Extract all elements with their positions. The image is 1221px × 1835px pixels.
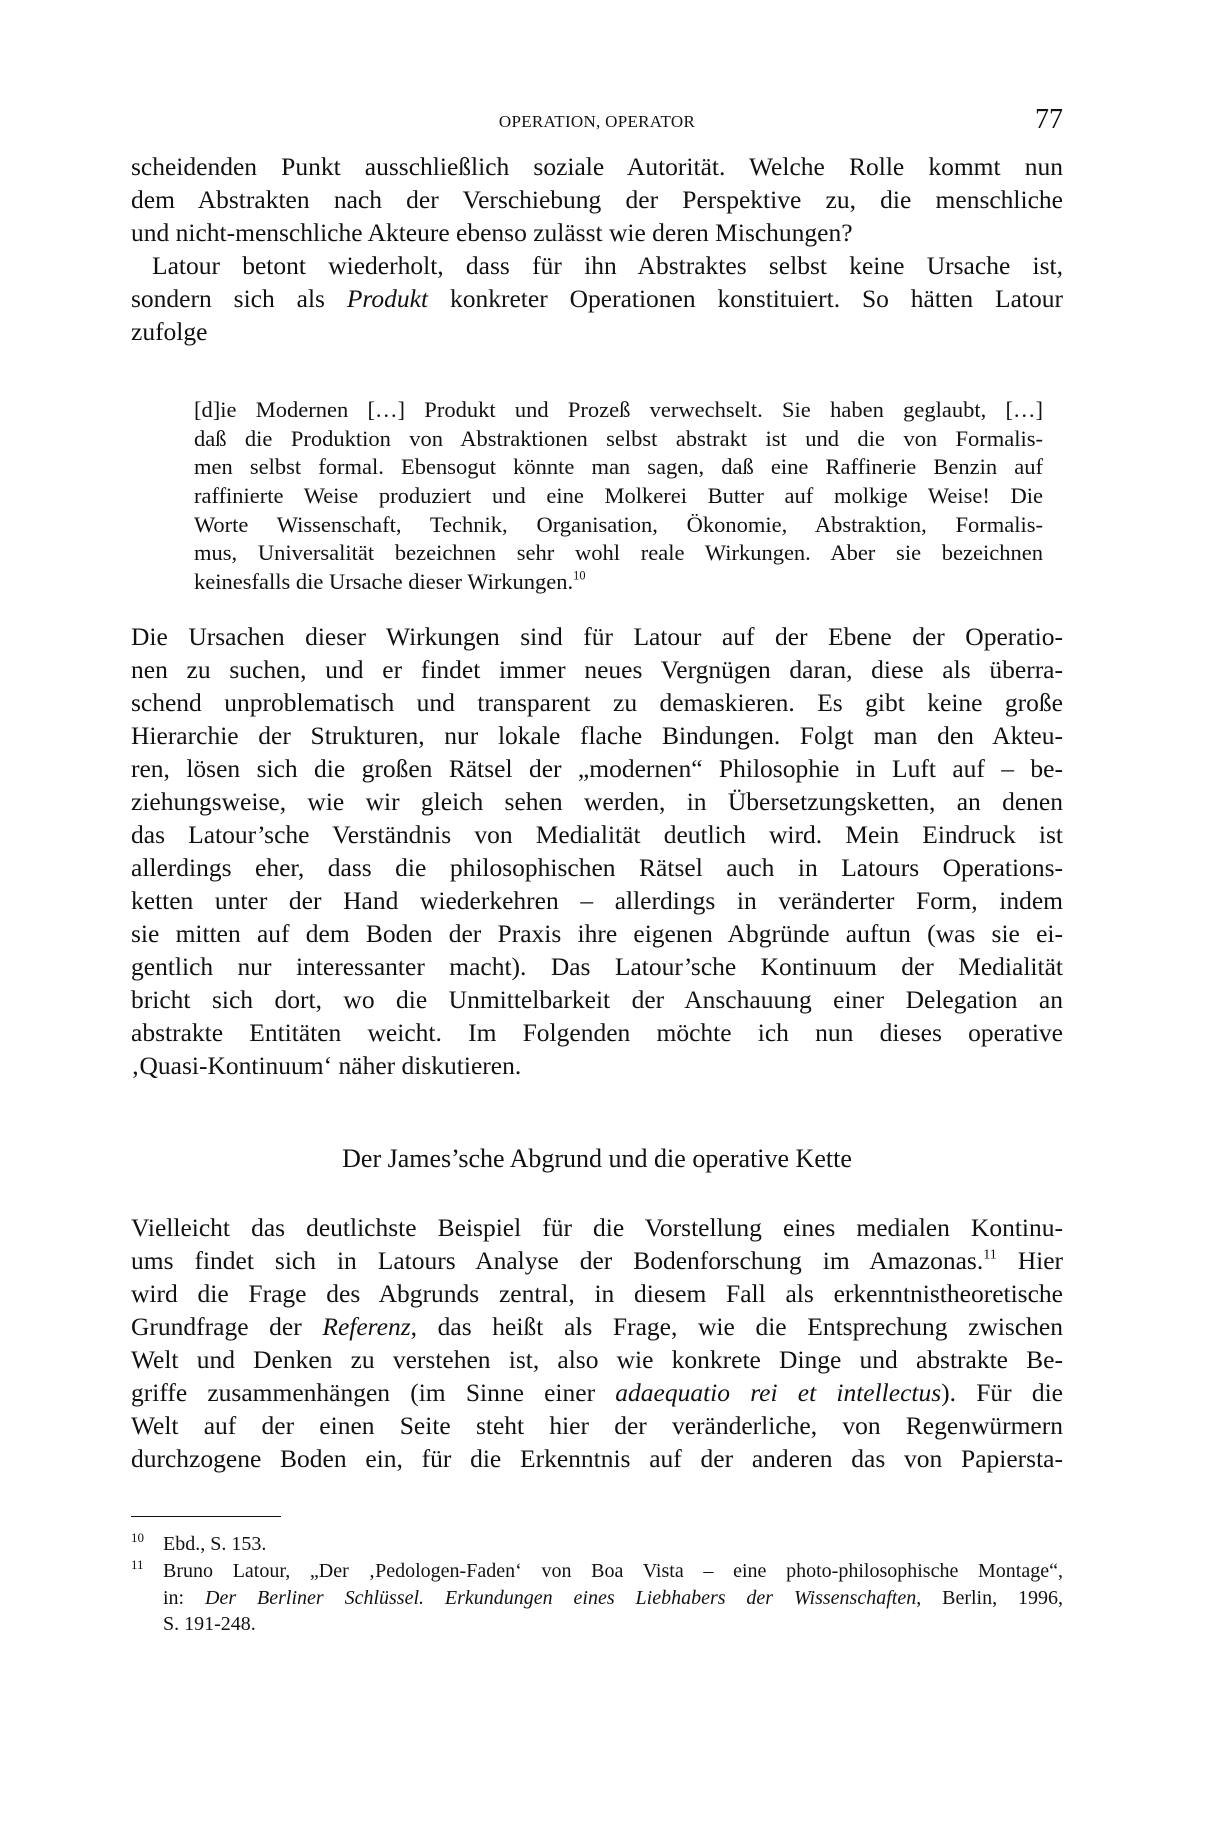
text-run: keinesfalls die Ursache dieser Wirkungen. xyxy=(194,569,574,595)
italic-text: Der Berliner Schlüssel. Erkundungen eines Liebhabers der Wissenschaften xyxy=(205,1586,917,1609)
text-line xyxy=(163,1558,1063,1585)
text-run: griffe zusammenhängen (im Sinne einer xyxy=(131,1378,616,1407)
text-run: Hierarchie der Strukturen, nur lokale flache Bindungen. Folgt man den Akteu- xyxy=(131,721,1063,750)
text-run: Bruno Latour, „Der ‚Pedologen-Faden‘ von Boa Vista – eine photo-philosophische Montage“, xyxy=(163,1560,1063,1582)
text-run: , das heißt als Frage, wie die Entsprechung zwischen xyxy=(410,1312,1063,1341)
italic-text: adaequatio rei et intellectus xyxy=(615,1378,942,1407)
text-line xyxy=(131,1211,1063,1244)
text-line xyxy=(194,453,1043,482)
text-run: ums findet sich in Latours Analyse der Bodenforschung im Amazonas. xyxy=(131,1246,984,1275)
text-line xyxy=(131,851,1063,884)
text-run: zufolge xyxy=(131,317,208,346)
text-line xyxy=(194,539,1043,568)
page-number: 77 xyxy=(1035,104,1063,135)
text-line xyxy=(131,686,1063,719)
text-line xyxy=(194,425,1043,454)
text-run: ). Für die xyxy=(941,1378,1063,1407)
text-line xyxy=(131,1376,1063,1409)
text-line xyxy=(131,653,1063,686)
paragraph xyxy=(131,249,1063,348)
text-line xyxy=(131,818,1063,851)
text-line xyxy=(131,983,1063,1016)
text-line xyxy=(131,1442,1063,1475)
text-run: in: xyxy=(163,1586,206,1609)
text-line xyxy=(131,1049,1063,1082)
footnote-separator xyxy=(131,1516,281,1517)
text-line xyxy=(131,1343,1063,1376)
text-line xyxy=(131,1409,1063,1442)
text-run: ‚Quasi-Kontinuum‘ näher diskutieren. xyxy=(131,1051,522,1080)
text-line xyxy=(194,511,1043,540)
text-line xyxy=(131,1277,1063,1310)
text-line xyxy=(163,1585,1063,1612)
text-line xyxy=(131,183,1063,216)
footnote-number: 10 xyxy=(131,1530,144,1545)
text-line xyxy=(131,620,1063,653)
footnote-reference: 10 xyxy=(573,568,586,583)
text-run: bricht sich dort, wo die Unmittelbarkeit der Anschauung einer Delegation an xyxy=(131,985,1063,1014)
text-run: konkreter Operationen konstituiert. So hätten Latour xyxy=(428,284,1063,313)
text-run: ren, lösen sich die großen Rätsel der „modernen“ Philosophie in Luft auf – be- xyxy=(131,754,1063,783)
paragraph xyxy=(131,150,1063,249)
text-run: Grundfrage der xyxy=(131,1312,323,1341)
italic-text: Produkt xyxy=(346,284,429,313)
text-run: daß die Produktion von Abstraktionen selbst abstrakt ist und die von Formalis- xyxy=(194,425,1043,451)
text-run: Vielleicht das deutlichste Beispiel für die Vorstellung eines medialen Kontinu- xyxy=(131,1213,1063,1242)
text-run: men selbst formal. Ebensogut könnte man sagen, daß eine Raffinerie Benzin auf xyxy=(194,454,1043,480)
footnote-reference: 11 xyxy=(983,1247,997,1263)
text-run: S. 191-248. xyxy=(163,1613,256,1636)
paragraph xyxy=(131,620,1063,1082)
text-line xyxy=(131,917,1063,950)
text-run: sie mitten auf dem Boden der Praxis ihre eigenen Abgründe auftun (was sie ei- xyxy=(131,919,1063,948)
footnote xyxy=(163,1531,1063,1558)
text-run: nen zu suchen, und er findet immer neues Vergnügen daran, diese als überra- xyxy=(131,655,1063,684)
text-run: Welt auf der einen Seite steht hier der veränderliche, von Regenwürmern xyxy=(131,1411,1063,1440)
text-run: durchzogene Boden ein, für die Erkenntnis auf der anderen das von Papiersta- xyxy=(131,1444,1063,1473)
text-line xyxy=(131,1310,1063,1343)
text-line xyxy=(194,568,1043,597)
text-run: [d]ie Modernen […] Produkt und Prozeß verwechselt. Sie haben geglaubt, […] xyxy=(194,397,1043,422)
text-run: und nicht-menschliche Akteure ebenso zulässt wie deren Mischungen? xyxy=(131,218,853,247)
text-line xyxy=(163,1531,1063,1558)
text-line xyxy=(131,1016,1063,1049)
running-header: OPERATION, OPERATOR xyxy=(498,112,696,131)
block-quote xyxy=(194,396,1043,597)
text-run: gentlich nur interessanter macht). Das Latour’sche Kontinuum der Medialität xyxy=(131,952,1063,981)
text-run: das Latour’sche Verständnis von Medialität deutlich wird. Mein Eindruck ist xyxy=(131,820,1063,849)
text-run: Worte Wissenschaft, Technik, Organisation, Ökonomie, Abstraktion, Formalis- xyxy=(194,511,1043,537)
text-line xyxy=(131,1244,1063,1277)
text-run: wird die Frage des Abgrunds zentral, in diesem Fall als erkenntnistheoretische xyxy=(131,1279,1063,1308)
text-run: scheidenden Punkt ausschließlich soziale Autorität. Welche Rolle kommt nun xyxy=(131,152,1063,181)
text-line xyxy=(131,150,1063,183)
text-line xyxy=(163,1611,1063,1638)
text-run: , Berlin, 1996, xyxy=(916,1586,1063,1609)
footnote-number: 11 xyxy=(131,1557,144,1572)
text-run: schend unproblematisch und transparent zu demaskieren. Es gibt keine große xyxy=(131,688,1063,717)
text-line xyxy=(194,482,1043,511)
text-line xyxy=(131,282,1063,315)
text-run: sondern sich als xyxy=(131,284,347,313)
text-line xyxy=(131,785,1063,818)
text-run: Latour betont wiederholt, dass für ihn Abstraktes selbst keine Ursache ist, xyxy=(152,251,1063,280)
text-line xyxy=(131,950,1063,983)
text-run: allerdings eher, dass die philosophischen Rätsel auch in Latours Operations- xyxy=(131,853,1063,882)
text-line xyxy=(131,719,1063,752)
text-run: dem Abstrakten nach der Verschiebung der Perspektive zu, die menschliche xyxy=(131,185,1063,214)
text-line xyxy=(131,216,1063,249)
text-run: Welt und Denken zu verstehen ist, also wie konkrete Dinge und abstrakte Be- xyxy=(131,1345,1063,1374)
text-run: Hier xyxy=(996,1246,1064,1275)
text-line xyxy=(131,249,1063,282)
text-line xyxy=(131,884,1063,917)
text-run: ketten unter der Hand wiederkehren – allerdings in veränderter Form, indem xyxy=(131,886,1063,915)
text-run: mus, Universalität bezeichnen sehr wohl reale Wirkungen. Aber sie bezeichnen xyxy=(194,540,1043,566)
text-line xyxy=(131,752,1063,785)
text-line xyxy=(131,315,1063,348)
italic-text: Referenz xyxy=(322,1312,411,1341)
text-run: ziehungsweise, wie wir gleich sehen werden, in Übersetzungsketten, an denen xyxy=(131,787,1063,816)
paragraph xyxy=(131,1211,1063,1475)
footnote xyxy=(163,1558,1063,1638)
text-run: Die Ursachen dieser Wirkungen sind für Latour auf der Ebene der Operatio- xyxy=(131,622,1063,651)
section-heading: Der James’sche Abgrund und die operative Kette xyxy=(342,1144,852,1173)
text-run: raffinierte Weise produziert und eine Molkerei Butter auf molkige Weise! Die xyxy=(194,483,1043,509)
text-run: Ebd., S. 153. xyxy=(163,1533,267,1555)
text-line xyxy=(194,396,1043,425)
text-run: abstrakte Entitäten weicht. Im Folgenden möchte ich nun dieses operative xyxy=(131,1018,1063,1047)
